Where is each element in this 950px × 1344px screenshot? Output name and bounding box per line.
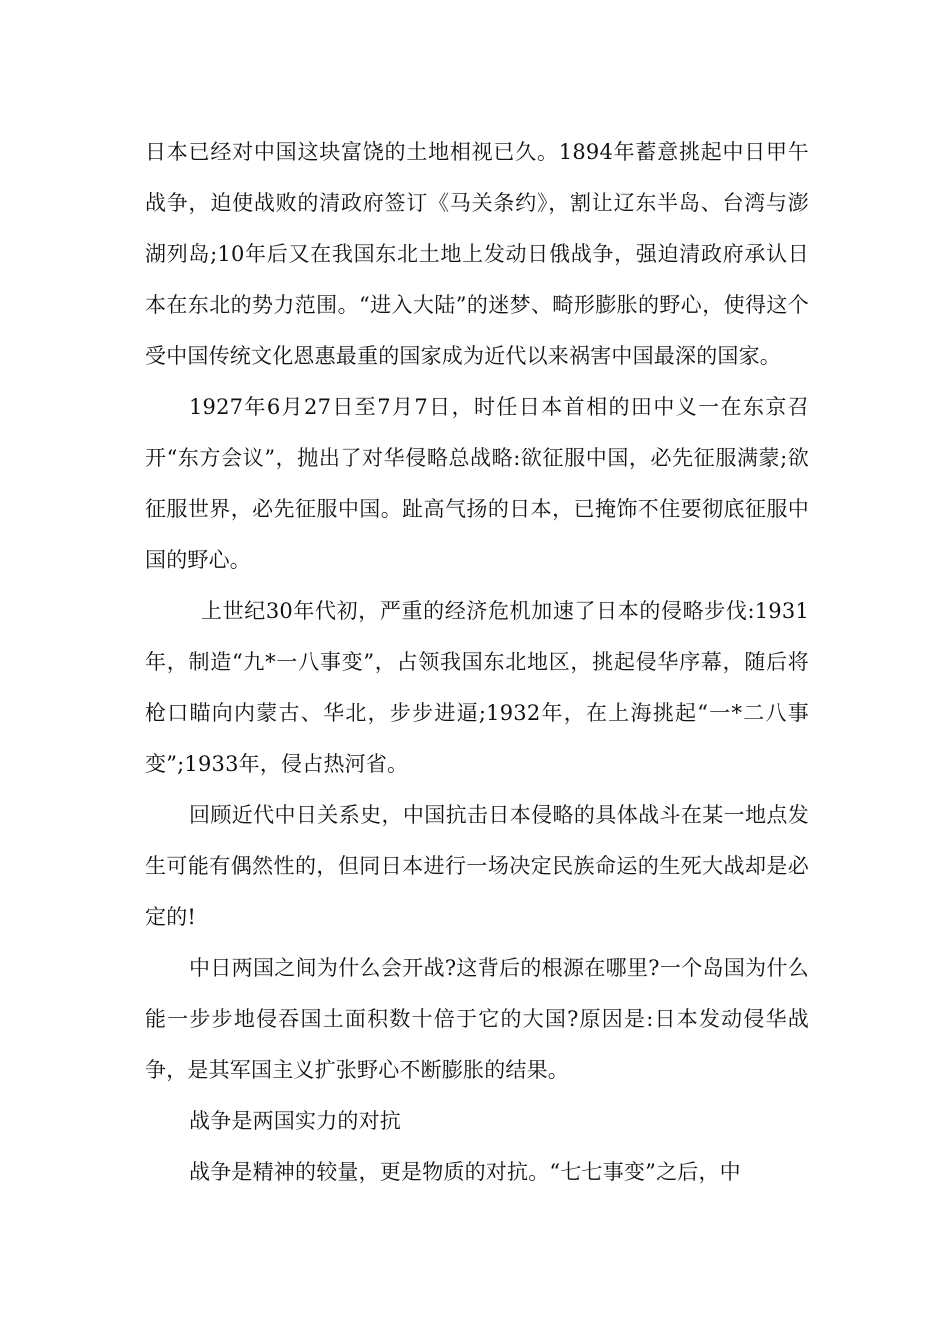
paragraph-4: 回顾近代中日关系史，中国抗击日本侵略的具体战斗在某一地点发生可能有偶然性的，但同日本进行一场决定民族命运的生死大战却是必定的!	[145, 803, 809, 929]
section-heading: 战争是两国实力的对抗	[189, 1109, 401, 1133]
paragraph-2: 1927年6月27日至7月7日，时任日本首相的田中义一在东京召开“东方会议”，抛出了对华侵略总战略:欲征服中国，必先征服满蒙;欲征服世界，必先征服中国。趾高气扬的日本，已掩饰不住要彻底征服中国的野心。	[145, 395, 809, 572]
paragraph-1: 日本已经对中国这块富饶的土地相视已久。1894年蓄意挑起中日甲午战争，迫使战败的清政府签订《马关条约》，割让辽东半岛、台湾与澎湖列岛;10年后又在我国东北土地上发动日俄战争，强迫清政府承认日本在东北的势力范围。“进入大陆”的迷梦、畸形膨胀的野心，使得这个受中国传统文化恩惠最重的国家成为近代以来祸害中国最深的国家。	[145, 140, 809, 368]
document-body	[145, 127, 809, 1198]
paragraph-5: 中日两国之间为什么会开战?这背后的根源在哪里?一个岛国为什么能一步步地侵吞国土面积数十倍于它的大国?原因是:日本发动侵华战争，是其军国主义扩张野心不断膨胀的结果。	[145, 956, 809, 1082]
paragraph-6: 战争是精神的较量，更是物质的对抗。“七七事变”之后，中	[189, 1160, 741, 1184]
paragraph-3: 上世纪30年代初，严重的经济危机加速了日本的侵略步伐:1931年，制造“九*一八事变”，占领我国东北地区，挑起侵华序幕，随后将枪口瞄向内蒙古、华北，步步进逼;1932年，在上海挑起“一*二八事变”;1933年，侵占热河省。	[145, 599, 809, 776]
